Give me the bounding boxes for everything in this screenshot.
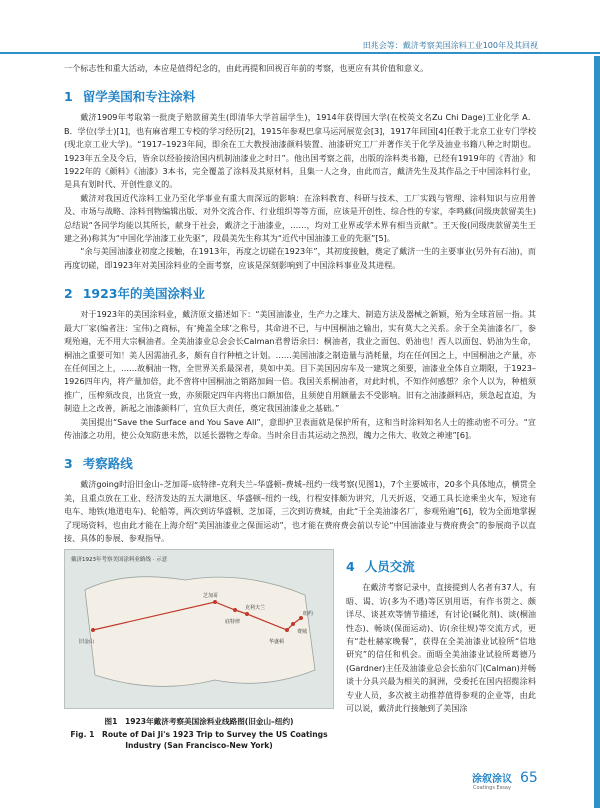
paragraph: 美国提出“Save the Surface and You Save All”，意即护卫表面就是保护所有，这和当时涂料知名人士的推动密不可分。“宣传油漆之功用，使公众知防患未然，以延长器物之寿命。当时余目击其运动之热烈，魄力之伟大、收效之神速”[6]。 (64, 416, 536, 440)
city-label: 华盛顿 (269, 639, 285, 646)
page-number: 65 (520, 770, 538, 786)
route-map (64, 549, 334, 709)
figure-caption-en: Fig. 1 Route of Dai Ji's 1923 Trip to Survey the US Coatings (70, 729, 328, 739)
paragraph: 在戴济考察记录中，直接提到人名者有37人，有晤、谒、访(多为不遇)等区别用语，有作书贺之、颇详尽、谈甚欢等情节描述，有讨论(碱化剂)、谈(桐油性态)、畅谈(保面运动)、访(余往规)等交流方式，更有“赴杜赫家晚餐”，获得在全美油漆业试验所“信地研究”的信任和机会。面晤全美油漆业试验所葛德乃(Gardner)主任及油漆业总会长茄尔门(Calman)并畅谈十分具兴最为相关的洞洲，受委托在国内招揽涂料专业人员，多次被主动推荐值得参观的企业等，由此可以说，戴济此行接触到了美国涂 (346, 582, 536, 714)
paragraph: “余与美国油漆业初度之接触，在1913年，再度之切磋在1923年”，其初度接触，奠定了戴济一生的主要事业(另外有石油)，而再度切磋，即1923年对美国涂料业的全面考察，应该是深刻影响到了中国涂料事业及其进程。 (64, 246, 536, 270)
section-3-heading: 3 考察路线 (64, 456, 133, 472)
city-label: 纽约 (303, 611, 314, 618)
city-label: 旧金山 (79, 639, 95, 646)
side-accent-strip (594, 56, 600, 808)
route-map-graphic (65, 550, 333, 708)
us-landmass-shape (85, 577, 315, 687)
section-4-heading: 4 人员交流 (346, 559, 415, 575)
figure-1 (64, 549, 334, 750)
paragraph: 对于1923年的美国涂料业，戴济原文描述如下：“美国油漆业，生产力之雄大、制造方法及器械之新颖，殆为全球首屈一指。其最大厂家(编者注：宝伟)之商标，有‘掩盖全球’之称号，其命进不已，与中国桐油之输出，实有莫大之关系。余于全美油漆名厂，参观殆遍，无不用大宗桐油者。全美油漆业总会会长Calman君曾语余曰：桐油者，我业之面包、奶油也！西人以面包、奶油为生命，桐油之重要可知！美人因需油孔多，颇有自行种植之计划。……美国油漆之制造量与消耗量，均在任何国之上，中国桐油之产量，亦在任何国之上，……故桐油一物，全世界关系最深者，莫如中美。目下美国因房车及一建筑之须要，油漆业全体自立期限，于1923–1926四年内，将产量加倍，此不啻将中国桐油之销路加阔一倍。我国关系桐油者，对此时机，不知作何感想？余个人以为，种植须推广，压榨须改良，出货宜一致，亦须限定四年内将出口额加倍，且须使自用额量去不受影响。旧有之油漆颜料店，须急起直追，为制造上之改善，新起之油漆颜料厂，宜负巨大责任，奠定我国油漆业之基础。” (64, 309, 536, 414)
paragraph: 戴济1909年考取第一批庚子赔款留美生(即清华大学首届学生)，1914年获得国大学(在校英文名Zu Chi Dage)工业化学 A．B．学位(学士)[1]，也有麻省理工专校的学习经历[2]，1915年参观巴拿马运河展览会[3]，1917年回国[4]任教于北京工业专门学校(现北京工业大学)。“1917–1923年间，即余在工大教授油漆颜料装置、油漆研究工厂并著作关于化学及油业书籍八种之时期也。1923年五全及令后，皆余以经验接洽国内机制油漆业之时日”。他出国考察之前，出版的涂料类书籍，已经有1919年的《青油》和1922年的《颜料》《油漆》3本书，完全覆盖了涂料及其原材料，且集一人之身，由此而言，戴济先生及其作品之于中国涂料行业，是具有划时代、开创性意义的。 (64, 112, 536, 190)
page-header (0, 0, 600, 56)
intro-paragraph: 一个标志性和重大活动，本应是值得纪念的，由此再提和回视百年前的考察，也更应有其价值和意义。 (64, 63, 429, 73)
section-1-heading: 1 留学美国和专注涂料 (64, 89, 196, 105)
figure-row (64, 549, 536, 777)
running-title: 田兆会等：戴济考察美国涂料工业100年及其回视 (362, 41, 538, 50)
section-2-heading: 2 1923年的美国涂料业 (64, 286, 205, 302)
map-title: 戴济1923年考察美国涂料业路线 · 示意 (71, 557, 168, 564)
paragraph: 戴济对我国近代涂料工业乃至化学事业有重大而深远的影响：在涂料教育、科研与技术、工厂实践与管理、涂料知识与应用普及、市场与战略、涂料刊物编辑出版、对外交流合作、行业组织等等方面，应该是开创性、综合性的专家，李鸣蘇(同级庚款留美生)总结说“各同学均能以其所长，献身于社会，戴济之于油漆业，……，均对工业界或学术界有相当贡献”。王天俊(同级庚款留美生王建之孙)称其为“中国化学油漆工业先驱”，段晨美先生称其为“近代中国油漆工业的先驱”[5]。 (64, 192, 536, 244)
city-label: 底特律 (225, 619, 241, 626)
city-label: 费城 (297, 629, 308, 636)
figure-caption-en: Industry (San Francisco-New York) (125, 740, 273, 750)
city-label: 克利夫兰 (245, 605, 266, 612)
article-body (64, 62, 536, 777)
section-4-column (346, 549, 536, 715)
paragraph: 戴济going时沿旧金山–芝加哥–底特律–克利夫兰–华盛顿–费城–纽约一线考察(见图1)，7个主要城市，20多个具体地点，横贯全美，且重点放在工业、经济发达的五大湖地区、华盛顿–纽约一线，行程安排颇为讲究，几天折返，交通工具长途乘坐火车，短途有电车、地铁(地道电车)、轮船等，两次到访华盛顿、芝加哥，三次到访费城，由此“于全美油漆名厂，参观殆遍”[6]，较为全面地掌握了现场资料，也由此才能在上海介绍“美国油漆业之保面运动”，也才能在费府费会前以专论“中国油漆业与费府费会”的参展商予以直接、具体的参展、参观指导。 (64, 479, 536, 543)
figure-caption-cn: 图1 1923年戴济考察美国涂料业线路图(旧金山–纽约) (104, 717, 294, 727)
journal-logo: 涂叙涂议 Coatings Essay (472, 774, 512, 791)
header-divider (0, 52, 600, 54)
city-label: 芝加哥 (203, 593, 219, 600)
